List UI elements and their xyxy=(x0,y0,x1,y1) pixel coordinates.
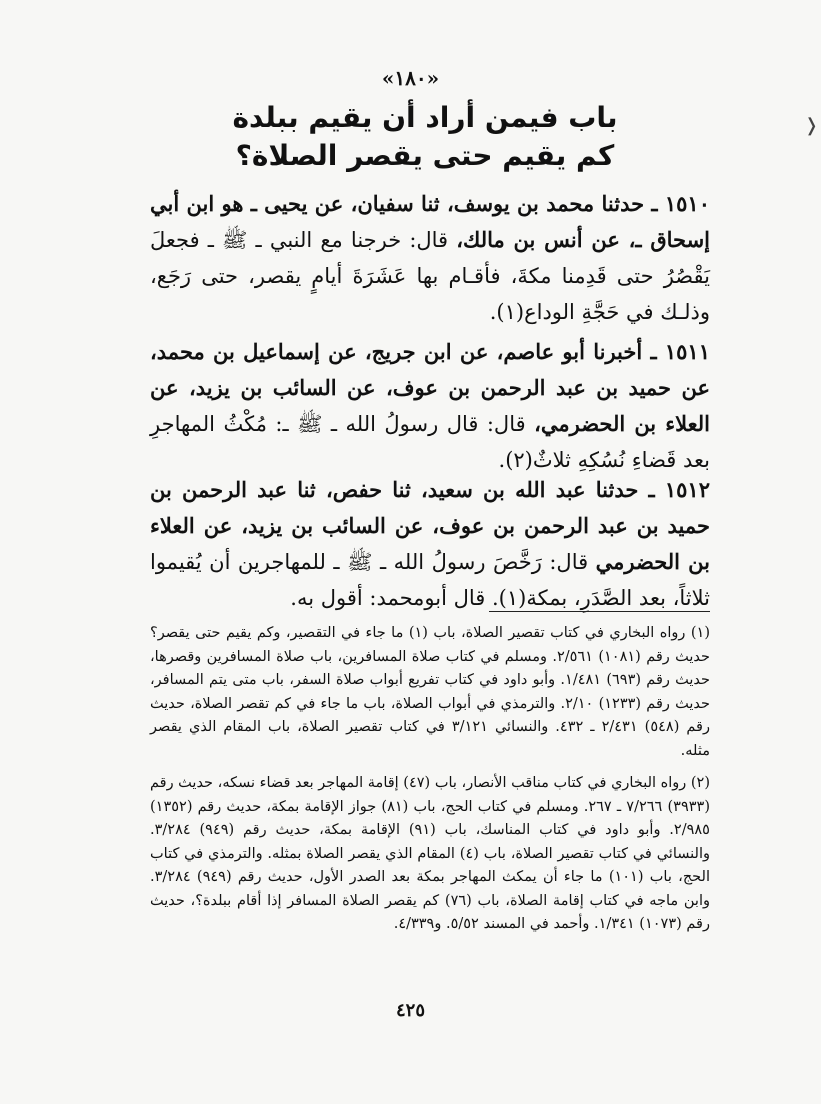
hadith-matn: قال: رَخَّصَ رسولُ الله ـ ﷺ ـ للمهاجرين أن يُقيموا ثلاثاً، بعد الصَّدَرِ، بمكة(١). قال أبومحمد: أقول به. xyxy=(150,550,710,610)
hadith-matn: قال: قال رسولُ الله ـ ﷺ ـ: مُكْثُ المهاجرِ بعد قَضاءِ نُسُكِهِ ثلاثٌ(٢). xyxy=(150,412,710,472)
hadith-isnad: ١٥١٠ ـ حدثنا محمد بن يوسف، ثنا سفيان، عن يحيى ـ هو ابن أبي إسحاق ـ، عن أنس بن مالك، xyxy=(150,191,711,252)
margin-bracket-icon: ❬ xyxy=(804,115,820,136)
chapter-title-line-2: كم يقيم حتى يقصر الصلاة؟ xyxy=(235,139,615,172)
footnote-separator xyxy=(489,611,710,612)
chapter-number: «١٨٠» xyxy=(381,66,440,90)
hadith-isnad: ١٥١٢ ـ حدثنا عبد الله بن سعيد، ثنا حفص، ثنا عبد الرحمن بن حميد بن عبد الرحمن بن عوف، عن السائب بن يزيد، عن العلاء بن الحضرمي xyxy=(150,477,710,574)
page-number: ٤٢٥ xyxy=(395,1000,425,1021)
footnote-1: (١) رواه البخاري في كتاب تقصير الصلاة، باب (١) ما جاء في التقصير، وكم يقيم حتى يقصر؟ حديث رقم (١٠٨١) ٢/٥٦١. ومسلم في كتاب صلاة المسافرين، باب صلاة المسافرين وقصرها، حديث رقم (٦٩٣) ١/٤٨١. وأبو داود في كتاب تفريع أبواب صلاة السفر، باب متى يتم المسافر، حديث رقم (١٢٣٣) ٢/١٠. والترمذي في أبواب الصلاة، باب ما جاء في كم تقصر الصلاة، حديث رقم (٥٤٨) ٢/٤٣١ ـ ٤٣٢. والنسائي ٣/١٢١ في كتاب تقصير الصلاة، باب المقام الذي يقصر مثله. xyxy=(150,625,710,759)
hadith-1512 xyxy=(150,472,710,616)
chapter-title-line-1: باب فيمن أراد أن يقيم ببلدة xyxy=(232,101,618,134)
hadith-1511 xyxy=(150,334,710,478)
hadith-matn: قال: خرجنا مع النبي ـ ﷺ ـ فجعلَ يَقْصُرُ حتى قَدِمنا مكةَ، فأقـام بها عَشَرَةَ أيامٍ يقصر، حتى رَجَع، وذلـك في حَجَّةِ الوداع(١). xyxy=(150,228,710,324)
hadith-1510 xyxy=(150,186,710,330)
hadith-isnad: ١٥١١ ـ أخبرنا أبو عاصم، عن ابن جريج، عن إسماعيل بن محمد، عن حميد بن عبد الرحمن بن عوف، عن السائب بن يزيد، عن العلاء بن الحضرمي، xyxy=(150,339,711,436)
footnote-2: (٢) رواه البخاري في كتاب مناقب الأنصار، باب (٤٧) إقامة المهاجر بعد قضاء نسكه، حديث رقم (٣٩٣٣) ٧/٢٦٦ ـ ٢٦٧. ومسلم في كتاب الحج، باب (٨١) جواز الإقامة بمكة، حديث رقم (١٣٥٢) ٢/٩٨٥. وأبو داود في كتاب المناسك، باب (٩١) الإقامة بمكة، حديث رقم (٩٤٩) ٣/٢٨٤. والنسائي في كتاب تقصير الصلاة، باب (٤) المقام الذي يقصر الصلاة بمثله. والترمذي في كتاب الحج، باب (١٠١) ما جاء أن يمكث المهاجر بمكة بعد الصدر الأول، حديث رقم (٩٤٩) ٣/٢٨٤. وابن ماجه في كتاب إقامة الصلاة، باب (٧٦) كم يقصر الصلاة المسافر إذا أقام ببلدة؟، حديث رقم (١٠٧٣) ١/٣٤١. وأحمد في المسند ٥/٥٢. و٤/٣٣٩. xyxy=(149,775,711,932)
